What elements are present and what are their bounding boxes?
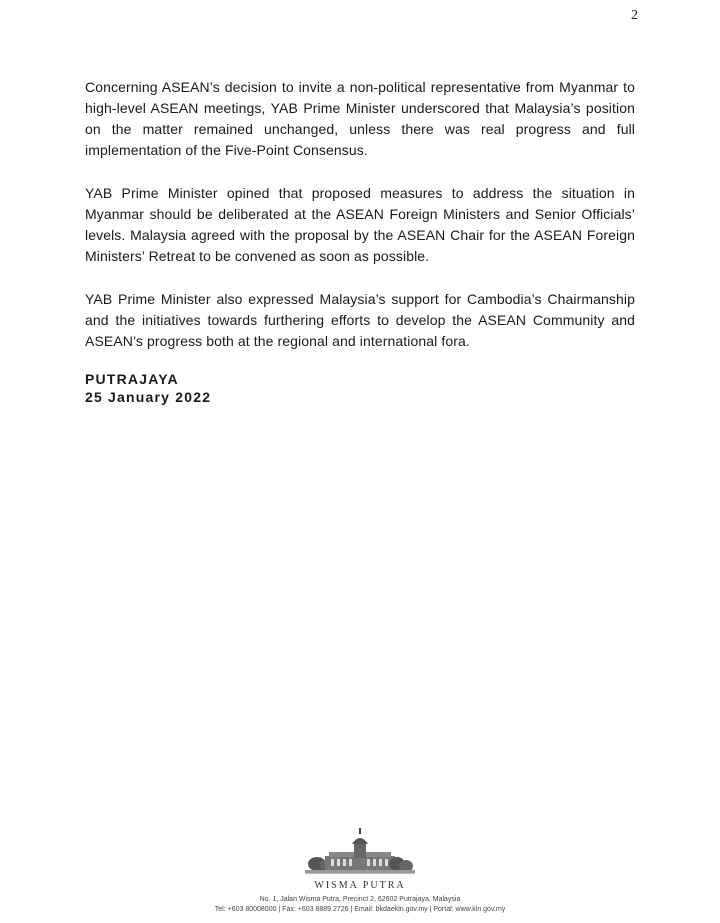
wisma-putra-building-icon [305, 826, 415, 878]
paragraph-asean-decision: Concerning ASEAN’s decision to invite a non-political representative from Myanmar to high-level ASEAN meetings, YAB Prime Minister underscored that Malaysia’s position on the matter remained unchanged, unless there was real progress and full implementation of the Five-Point Consensus. [85, 79, 635, 158]
footer-address: No. 1, Jalan Wisma Putra, Precinct 2, 62602 Putrajaya, Malaysia [259, 896, 461, 903]
footer-contact: Tel: +603 80008000 | Fax: +603 8889 2726 | Email: bkdaekln.gov.my | Portal: www.kln.gov.my [214, 906, 506, 913]
footer-brand: WISMA PUTRA [314, 880, 406, 891]
signoff [85, 370, 211, 406]
letterhead-footer [0, 826, 720, 915]
document-body [85, 77, 635, 374]
paragraph-proposed-measures: YAB Prime Minister opined that proposed measures to address the situation in Myanmar should be deliberated at the ASEAN Foreign Ministers and Senior Officials’ levels. Malaysia agreed with the proposal by the ASEAN Chair for the ASEAN Foreign Ministers’ Retreat to be convened as soon as possible. [85, 185, 635, 264]
page-number: 2 [631, 8, 638, 23]
paragraph-cambodia-support: YAB Prime Minister also expressed Malaysia’s support for Cambodia’s Chairmanship and the initiatives towards furthering efforts to develop the ASEAN Community and ASEAN’s progress both at the regional and international fora. [85, 291, 635, 349]
signoff-place: PUTRAJAYA [85, 371, 179, 387]
signoff-date: 25 January 2022 [85, 389, 212, 405]
